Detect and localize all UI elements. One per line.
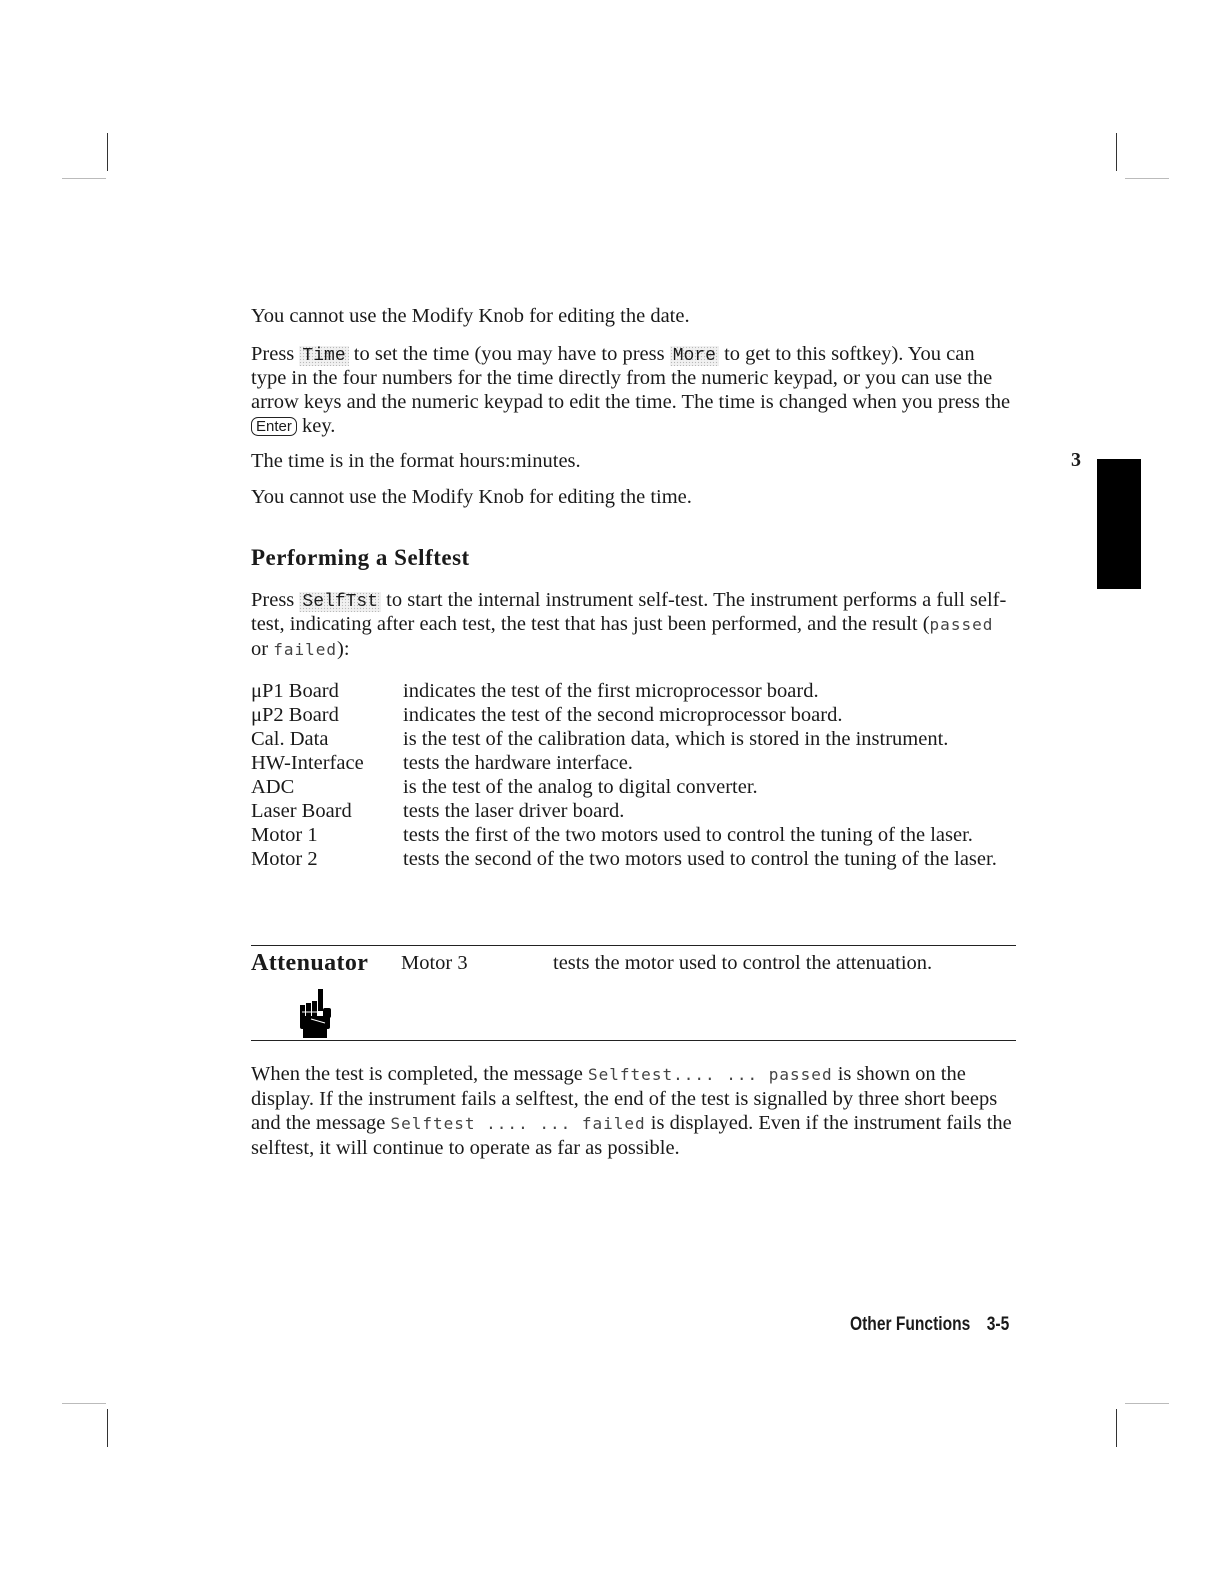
selftst-softkey: SelfTst bbox=[299, 592, 381, 612]
press-word: Press bbox=[251, 589, 295, 611]
crop-mark bbox=[107, 133, 108, 171]
note-term: Motor 3 bbox=[401, 952, 468, 974]
crop-mark bbox=[1125, 178, 1169, 179]
note-bottom-rule bbox=[251, 1040, 1016, 1041]
list-item bbox=[251, 847, 1021, 871]
time-text-end: key. bbox=[301, 415, 336, 437]
passed-display-text: passed bbox=[929, 615, 994, 634]
test-term: HW-Interface bbox=[251, 752, 364, 774]
list-item bbox=[251, 823, 1021, 847]
crop-mark bbox=[62, 178, 106, 179]
or-word: or bbox=[251, 638, 269, 660]
test-term: Motor 2 bbox=[251, 848, 318, 870]
press-word: Press bbox=[251, 343, 295, 365]
enter-key: Enter bbox=[251, 417, 297, 436]
note-label: Attenuator bbox=[251, 950, 369, 976]
failed-message: Selftest .... ... failed bbox=[390, 1114, 646, 1133]
selftest-paragraph bbox=[251, 588, 1013, 662]
selftest-text: to start the internal instrument self-test. The instrument performs a full self-test, indicating after each test, the test that has just been performed, and the result ( bbox=[251, 589, 1007, 635]
test-description: tests the first of the two motors used to control the tuning of the laser. bbox=[403, 824, 973, 846]
page-footer bbox=[850, 1314, 1009, 1336]
more-softkey: More bbox=[670, 346, 719, 366]
list-item bbox=[251, 703, 1021, 727]
chapter-tab bbox=[1097, 459, 1141, 589]
test-term: Cal. Data bbox=[251, 728, 329, 750]
time-knob-note: You cannot use the Modify Knob for editing the time. bbox=[251, 486, 692, 508]
time-paragraph bbox=[251, 342, 1013, 438]
list-item bbox=[251, 799, 1021, 823]
footer-title: Other Functions bbox=[850, 1314, 971, 1335]
crop-mark bbox=[1116, 133, 1117, 171]
test-description: indicates the test of the second microprocessor board. bbox=[403, 704, 843, 726]
pointing-hand-icon bbox=[297, 988, 335, 1040]
chapter-number: 3 bbox=[1071, 449, 1081, 471]
page-number: 3-5 bbox=[986, 1314, 1010, 1335]
list-item bbox=[251, 775, 1021, 799]
test-description: indicates the test of the first microprocessor board. bbox=[403, 680, 819, 702]
time-text: to set the time (you may have to press bbox=[353, 343, 665, 365]
completion-text: When the test is completed, the message bbox=[251, 1063, 583, 1085]
test-description: is the test of the analog to digital converter. bbox=[403, 776, 758, 798]
test-term: ADC bbox=[251, 776, 295, 798]
test-term: Laser Board bbox=[251, 800, 352, 822]
test-description: tests the second of the two motors used to control the tuning of the laser. bbox=[403, 848, 997, 870]
test-list bbox=[251, 679, 1021, 871]
date-knob-note: You cannot use the Modify Knob for editing the date. bbox=[251, 305, 690, 327]
completion-text-cont: is shown on the display. If the instrument fails a selftest, the end of the test is signalled by three short beeps and the message bbox=[251, 1063, 998, 1134]
crop-mark bbox=[107, 1409, 108, 1447]
test-description: tests the laser driver board. bbox=[403, 800, 625, 822]
passed-message: Selftest.... ... passed bbox=[588, 1065, 833, 1084]
list-item bbox=[251, 751, 1021, 775]
test-term: μP1 Board bbox=[251, 680, 339, 702]
failed-display-text: failed bbox=[273, 640, 337, 659]
crop-mark bbox=[1116, 1409, 1117, 1447]
selftest-text-end: ): bbox=[337, 638, 350, 660]
test-description: tests the hardware interface. bbox=[403, 752, 633, 774]
test-term: Motor 1 bbox=[251, 824, 318, 846]
crop-mark bbox=[62, 1403, 106, 1404]
crop-mark bbox=[1125, 1403, 1169, 1404]
list-item bbox=[251, 679, 1021, 703]
test-description: is the test of the calibration data, which is stored in the instrument. bbox=[403, 728, 949, 750]
completion-text-end: is displayed. Even if the instrument fails the selftest, it will continue to operate as far as possible. bbox=[251, 1112, 1012, 1159]
completion-paragraph bbox=[251, 1062, 1013, 1160]
section-heading: Performing a Selftest bbox=[251, 545, 470, 570]
note-top-rule bbox=[251, 945, 1016, 946]
time-format-line: The time is in the format hours:minutes. bbox=[251, 450, 581, 472]
list-item bbox=[251, 727, 1021, 751]
note-description: tests the motor used to control the attenuation. bbox=[553, 952, 933, 974]
time-softkey: Time bbox=[299, 346, 348, 366]
time-text-cont: to get to this softkey). You can type in the four numbers for the time directly from the numeric keypad, or you can use the arrow keys and the numeric keypad to edit the time. The time is changed when you press the bbox=[251, 343, 1011, 413]
test-term: μP2 Board bbox=[251, 704, 339, 726]
